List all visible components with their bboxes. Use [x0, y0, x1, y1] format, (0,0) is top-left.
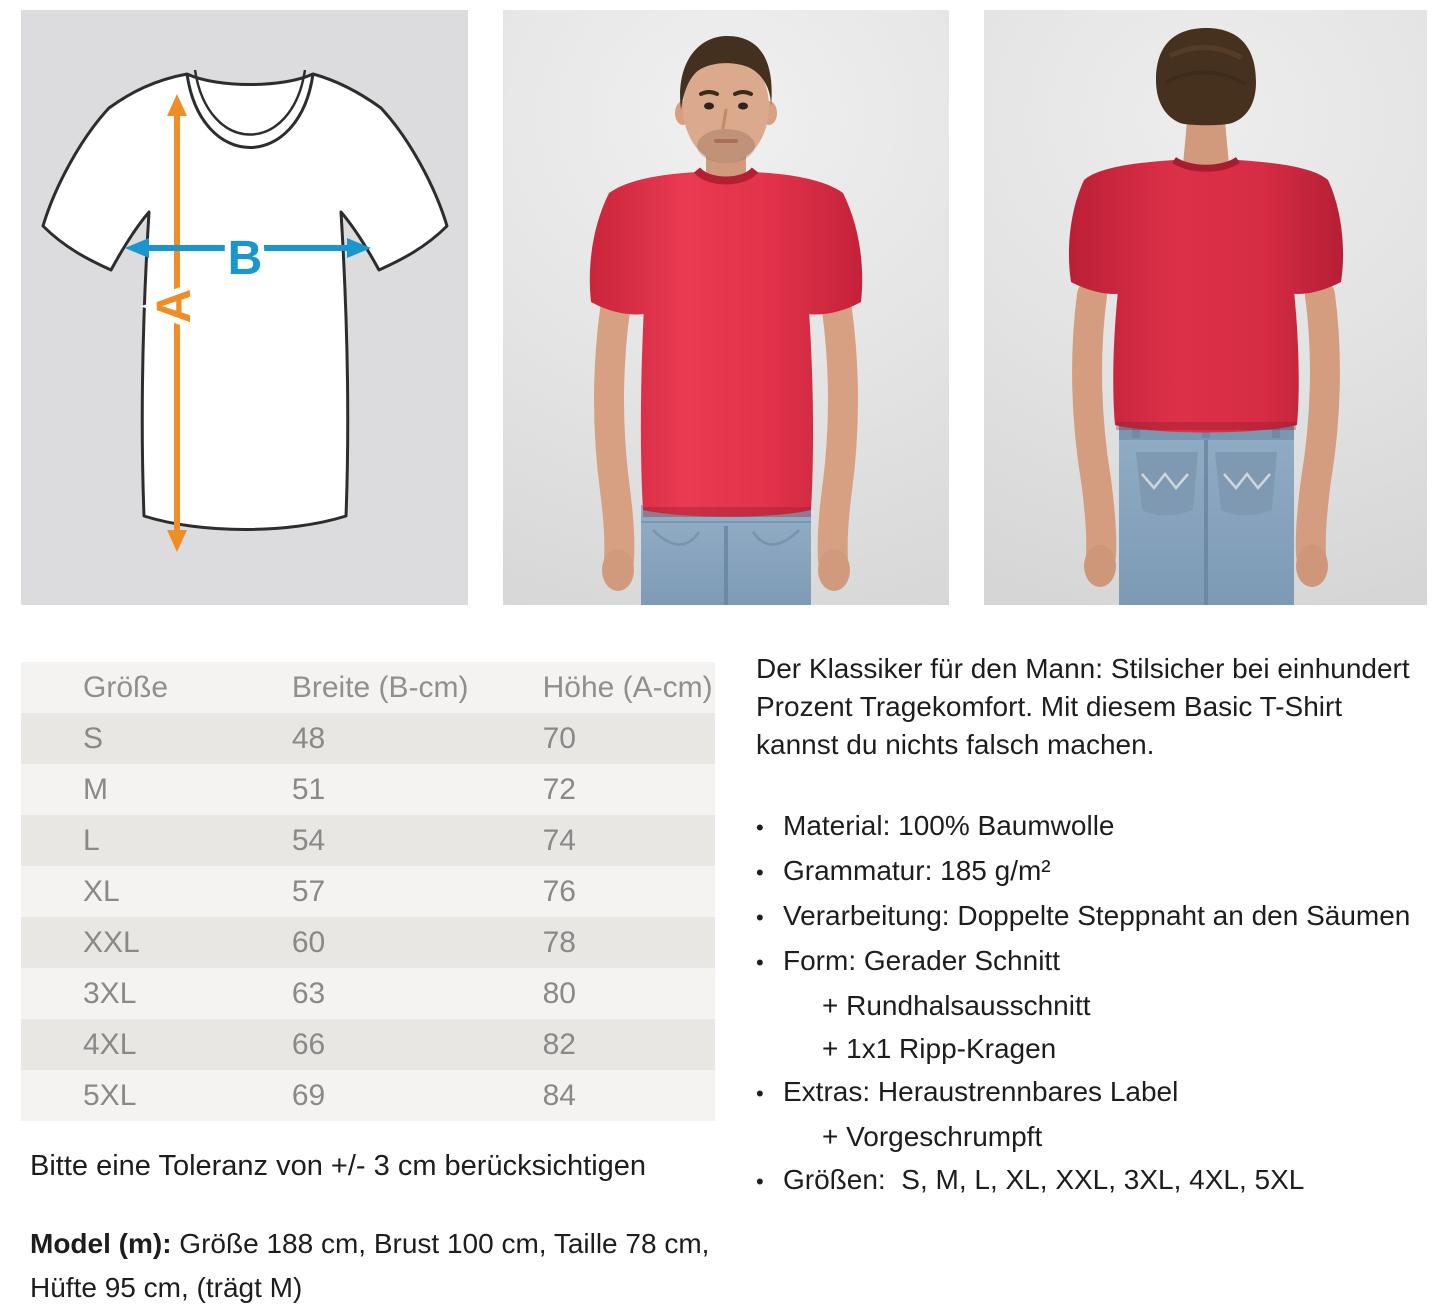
feature-text: Grammatur: 185 g/m²: [783, 855, 1051, 886]
hem-shadow: [643, 507, 811, 517]
table-cell: M: [83, 772, 108, 806]
table-cell: 69: [291, 1078, 326, 1112]
bullet-dot: •: [756, 1169, 764, 1194]
size-diagram: [21, 10, 468, 605]
feature-text: Material: 100% Baumwolle: [783, 810, 1115, 841]
jeans-front: [641, 505, 811, 605]
feature-item: [756, 984, 1445, 1027]
red-tshirt-back: [1069, 160, 1343, 433]
feature-text: + 1x1 Ripp-Kragen: [822, 1033, 1057, 1064]
bullet-dot: •: [756, 1081, 764, 1106]
table-cell: 60: [291, 925, 326, 959]
model-photo-front: [503, 10, 949, 605]
model-note: [30, 1222, 735, 1310]
feature-text: Extras: Heraustrennbares Label: [783, 1076, 1179, 1107]
red-tshirt-front: [590, 170, 862, 517]
size-table-body: [21, 713, 715, 1121]
table-cell: 5XL: [83, 1078, 137, 1112]
feature-item: [756, 1158, 1445, 1203]
hand-right: [818, 549, 850, 591]
column-header-size: Größe: [21, 662, 230, 713]
table-cell: 51: [291, 772, 326, 806]
column-header-width: Breite (B-cm): [230, 662, 481, 713]
table-cell: 63: [291, 976, 326, 1010]
beard-stubble: [697, 129, 755, 163]
eyebrow-right: [735, 92, 751, 94]
hand-left: [1084, 545, 1116, 587]
intro-line: Prozent Tragekomfort. Mit diesem Basic T-Shirt: [756, 691, 1343, 722]
feature-text: + Vorgeschrumpft: [822, 1121, 1043, 1152]
feature-item: [756, 804, 1445, 849]
table-header-row: [21, 662, 715, 713]
measure-label-a: A: [148, 288, 201, 324]
table-row: [21, 968, 715, 1019]
table-cell: XL: [83, 874, 120, 908]
table-cell: 70: [542, 721, 576, 755]
table-row: [21, 917, 715, 968]
table-cell: 72: [542, 772, 576, 806]
tolerance-note: Bitte eine Toleranz von +/- 3 cm berücksichtigen: [30, 1150, 647, 1182]
description-column: [756, 650, 1445, 1203]
hair-back: [1156, 28, 1256, 125]
table-cell: 3XL: [83, 976, 137, 1010]
feature-item: [756, 1115, 1445, 1158]
feature-text: Form: Gerader Schnitt: [783, 945, 1060, 976]
table-cell: 57: [291, 874, 326, 908]
bullet-dot: •: [756, 950, 764, 975]
table-row: [21, 815, 715, 866]
table-row: [21, 1019, 715, 1070]
hand-left: [602, 549, 634, 591]
intro-line: Der Klassiker für den Mann: Stilsicher bei einhundert: [756, 653, 1410, 684]
intro-line: kannst du nichts falsch machen.: [756, 729, 1155, 760]
back-pocket-right: [1215, 452, 1277, 516]
eye-right: [738, 103, 748, 110]
size-table: [21, 662, 715, 1121]
bullet-dot: •: [756, 815, 764, 840]
feature-item: [756, 849, 1445, 894]
model-note-text: Größe 188 cm, Brust 100 cm, Taille 78 cm, Hüfte 95 cm, (trägt M): [30, 1228, 710, 1303]
feature-text: Verarbeitung: Doppelte Steppnaht an den Säumen: [783, 900, 1411, 931]
model-photo-back: [984, 10, 1427, 605]
table-cell: 48: [291, 721, 326, 755]
model-head-back: [1156, 28, 1256, 165]
table-cell: S: [83, 721, 104, 755]
hand-right: [1296, 545, 1328, 587]
eye-left: [704, 103, 714, 110]
table-cell: 54: [291, 823, 326, 857]
model-front-illustration: [503, 10, 949, 605]
measure-label-b: B: [227, 232, 263, 285]
back-pocket-left: [1136, 452, 1198, 516]
table-row: [21, 1070, 715, 1121]
feature-text: Größen: S, M, L, XL, XXL, 3XL, 4XL, 5XL: [783, 1164, 1305, 1195]
feature-item: [756, 1070, 1445, 1115]
bullet-dot: •: [756, 860, 764, 885]
table-cell: XXL: [83, 925, 140, 959]
table-cell: 76: [542, 874, 576, 908]
table-cell: 82: [542, 1027, 576, 1061]
table-row: [21, 764, 715, 815]
table-cell: 4XL: [83, 1027, 137, 1061]
model-head-front: [675, 36, 777, 182]
feature-text: + Rundhalsausschnitt: [822, 990, 1091, 1021]
table-cell: 66: [291, 1027, 326, 1061]
size-diagram-panel: [21, 10, 468, 605]
description-intro: [756, 650, 1445, 764]
bullet-dot: •: [756, 905, 764, 930]
table-row: [21, 866, 715, 917]
table-cell: 84: [542, 1078, 576, 1112]
feature-item: [756, 1027, 1445, 1070]
feature-list: [756, 804, 1445, 1203]
feature-item: [756, 894, 1445, 939]
jeans-back: [1119, 420, 1294, 605]
hem-shadow: [1116, 422, 1296, 430]
table-cell: 74: [542, 823, 576, 857]
table-cell: 80: [542, 976, 576, 1010]
model-note-label: Model (m):: [30, 1228, 172, 1259]
table-row: [21, 713, 715, 764]
model-back-illustration: [984, 10, 1427, 605]
tshirt-outline: [43, 70, 447, 530]
column-header-height: Höhe (A-cm): [481, 662, 715, 713]
eyebrow-left: [701, 92, 717, 94]
table-cell: 78: [542, 925, 576, 959]
feature-item: [756, 939, 1445, 984]
table-cell: L: [83, 823, 100, 857]
